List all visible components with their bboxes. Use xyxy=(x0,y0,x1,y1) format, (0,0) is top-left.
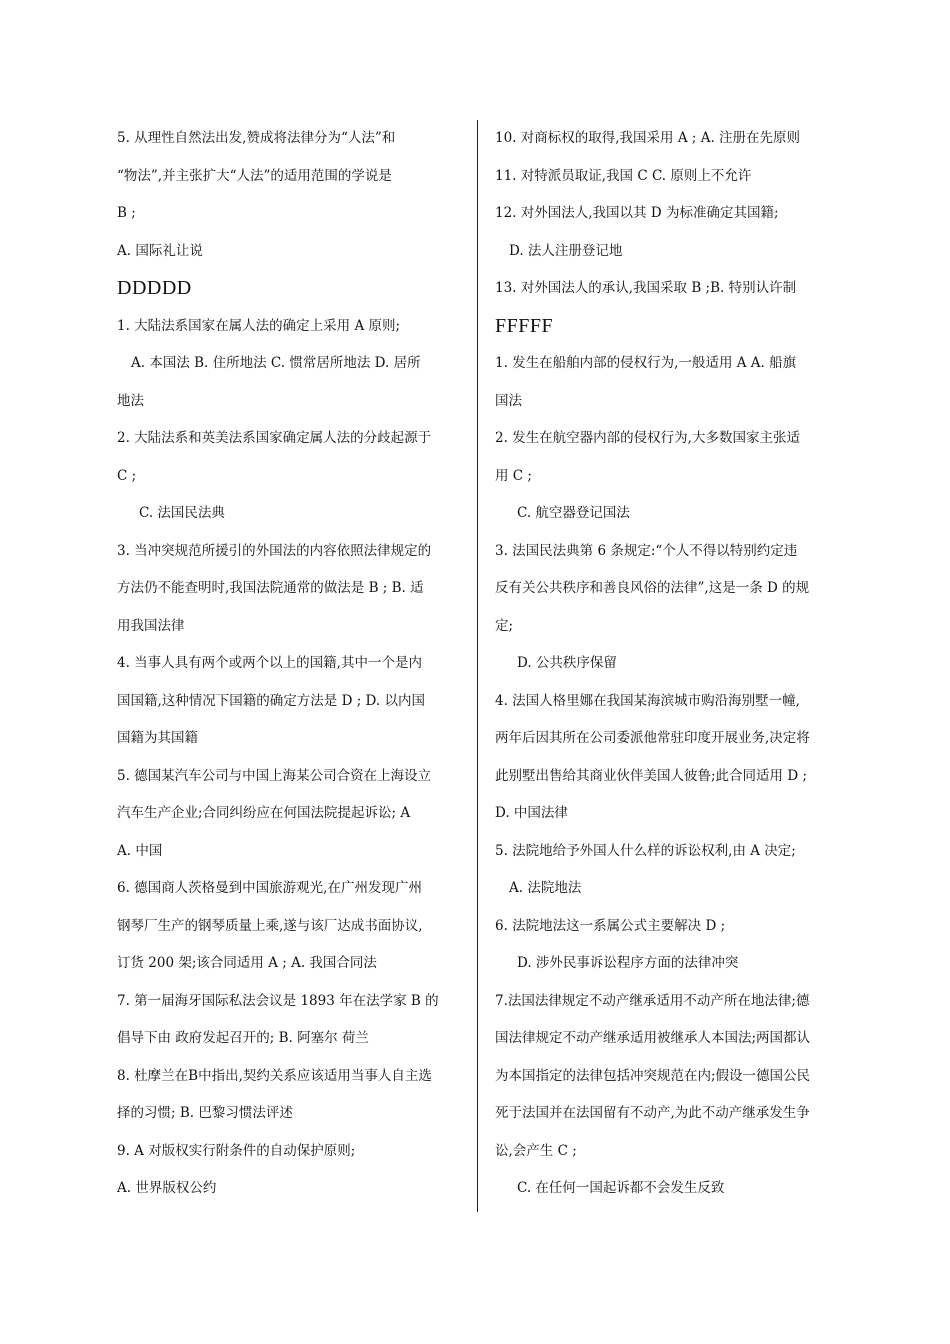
text-line: D. 法人注册登记地 xyxy=(509,242,623,259)
text-line: 订货 200 架;该合同适用 A ; A. 我国合同法 xyxy=(117,955,377,971)
text-line: 为本国指定的法律包括冲突规范在内;假设一德国公民 xyxy=(495,1067,811,1084)
text-line: 此别墅出售给其商业伙伴美国人彼鲁;此合同适用 D ; xyxy=(495,767,808,784)
text-line: B ; xyxy=(117,205,136,221)
text-line: 择的习惯; B. 巴黎习惯法评述 xyxy=(117,1105,293,1121)
text-line: 两年后因其所在公司委派他常驻印度开展业务,决定将 xyxy=(495,730,810,746)
text-line: 2. 发生在航空器内部的侵权行为,大多数国家主张适 xyxy=(495,430,800,446)
text-line: 倡导下由 政府发起召开的; B. 阿塞尔 荷兰 xyxy=(117,1030,369,1046)
left-column xyxy=(117,120,467,1208)
text-line: 1. 发生在船舶内部的侵权行为,一般适用 A A. 船旗 xyxy=(495,355,797,371)
text-line: 反有关公共秩序和善良风俗的法律”,这是一条 D 的规 xyxy=(495,580,810,596)
text-line: 13. 对外国法人的承认,我国采取 B ;B. 特别认许制 xyxy=(495,280,797,296)
section-heading: FFFFF xyxy=(495,314,554,337)
text-line: C ; xyxy=(117,467,137,484)
text-line: 6. 法院地法这一系属公式主要解决 D ; xyxy=(495,917,726,934)
text-line: 地法 xyxy=(117,392,144,409)
text-line: A. 本国法 B. 住所地法 C. 惯常居所地法 D. 居所 xyxy=(131,355,421,371)
text-line: A. 中国 xyxy=(117,842,163,859)
text-line: 4. 法国人格里娜在我国某海滨城市购沿海别墅一幢, xyxy=(495,692,800,709)
text-line: 7. 第一届海牙国际私法会议是 1893 年在法学家 B 的 xyxy=(117,992,439,1009)
text-line: C. 航空器登记国法 xyxy=(517,505,630,521)
text-line: 钢琴厂生产的钢琴质量上乘,遂与该厂达成书面协议, xyxy=(117,917,423,934)
text-line: A. 法院地法 xyxy=(509,880,582,896)
text-line: 1. 大陆法系国家在属人法的确定上采用 A 原则; xyxy=(117,317,401,334)
text-line: D. 公共秩序保留 xyxy=(517,655,617,671)
text-line: 3. 法国民法典第 6 条规定:“个人不得以特别约定违 xyxy=(495,542,798,559)
text-line: 4. 当事人具有两个或两个以上的国籍,其中一个是内 xyxy=(117,655,422,671)
text-line: 8. 杜摩兰在B中指出,契约关系应该适用当事人自主选 xyxy=(117,1067,432,1084)
text-line: 5. 法院地给予外国人什么样的诉讼权利,由 A 决定; xyxy=(495,842,796,859)
column-divider xyxy=(477,120,478,1212)
text-line: D. 涉外民事诉讼程序方面的法律冲突 xyxy=(517,955,739,971)
text-line: 国法律规定不动产继承适用被继承人本国法;两国都认 xyxy=(495,1030,811,1046)
text-line: 10. 对商标权的取得,我国采用 A ; A. 注册在先原则 xyxy=(495,130,801,146)
text-line: 用我国法律 xyxy=(117,617,185,634)
text-line: 定; xyxy=(495,617,514,634)
text-line: 7.法国法律规定不动产继承适用不动产所在地法律;德 xyxy=(495,992,810,1009)
text-line: 国籍为其国籍 xyxy=(117,730,198,746)
text-line: 讼,会产生 C ; xyxy=(495,1142,577,1159)
text-line: D. 中国法律 xyxy=(495,805,568,821)
text-line: “物法”,并主张扩大“人法”的适用范围的学说是 xyxy=(117,167,392,184)
text-line: 12. 对外国法人,我国以其 D 为标准确定其国籍; xyxy=(495,205,779,221)
text-line: 5. 从理性自然法出发,赞成将法律分为“人法”和 xyxy=(117,130,396,146)
text-line: 2. 大陆法系和英美法系国家确定属人法的分歧起源于 xyxy=(117,430,432,446)
text-line: 9. A 对版权实行附条件的自动保护原则; xyxy=(117,1142,356,1159)
text-line: 6. 德国商人茨格曼到中国旅游观光,在广州发现广州 xyxy=(117,880,422,896)
text-line: C. 在任何一国起诉都不会发生反致 xyxy=(517,1180,725,1196)
text-line: C. 法国民法典 xyxy=(139,505,225,521)
text-line: A. 世界版权公约 xyxy=(117,1180,217,1196)
text-line: 死于法国并在法国留有不动产,为此不动产继承发生争 xyxy=(495,1105,810,1121)
text-line: 国法 xyxy=(495,392,522,409)
text-line: 方法仍不能查明时,我国法院通常的做法是 B ; B. 适 xyxy=(117,580,424,596)
text-line: 国国籍,这种情况下国籍的确定方法是 D ; D. 以内国 xyxy=(117,692,425,709)
text-line: 11. 对特派员取证,我国 C C. 原则上不允许 xyxy=(495,167,752,184)
text-line: 3. 当冲突规范所援引的外国法的内容依照法律规定的 xyxy=(117,542,432,559)
text-line: 汽车生产企业;合同纠纷应在何国法院提起诉讼; A xyxy=(117,805,411,821)
text-line: A. 国际礼让说 xyxy=(117,242,203,259)
text-line: 用 C ; xyxy=(495,467,532,484)
text-line: 5. 德国某汽车公司与中国上海某公司合资在上海设立 xyxy=(117,767,432,784)
right-column xyxy=(495,120,840,1208)
section-heading: DDDDD xyxy=(117,277,192,299)
